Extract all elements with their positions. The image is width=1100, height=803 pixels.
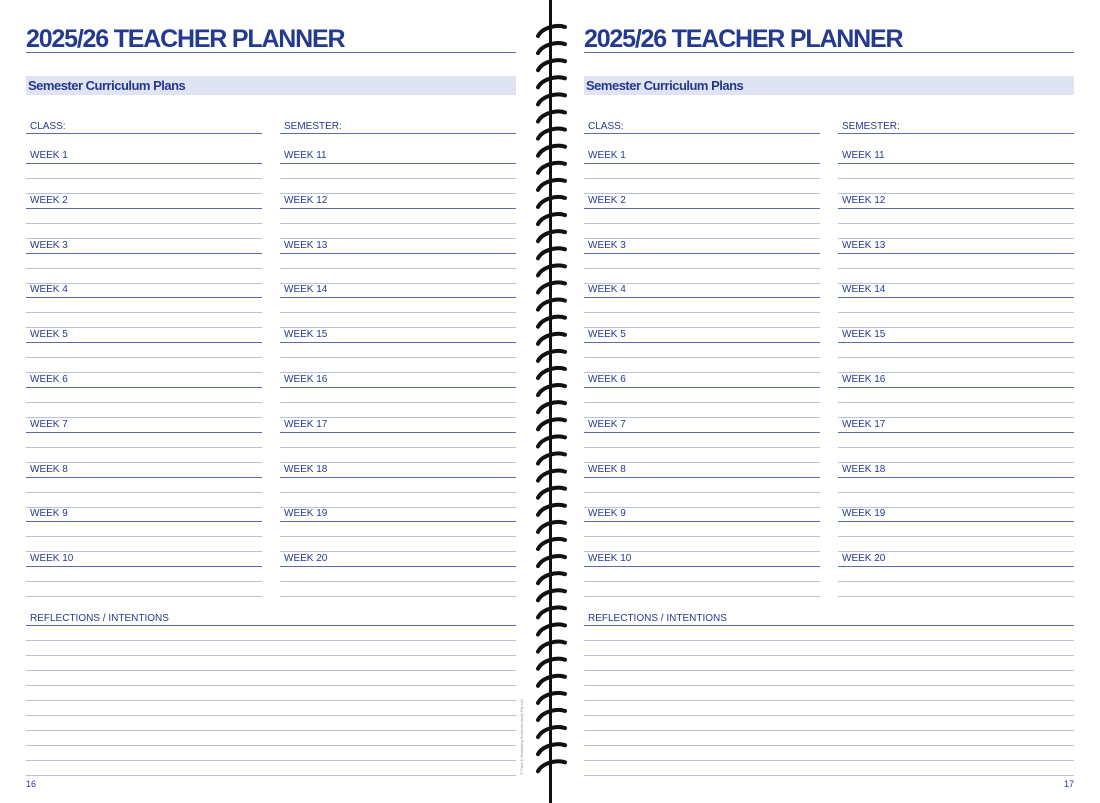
spiral-coil [538, 197, 565, 207]
ruled-line [584, 536, 820, 537]
week-label: WEEK 6 [30, 374, 68, 385]
spiral-coil [538, 248, 565, 258]
section-band [26, 76, 516, 95]
spiral-coil [538, 436, 565, 446]
week-label: WEEK 9 [588, 508, 626, 520]
ruled-line [280, 492, 516, 493]
semester-label: SEMESTER: [842, 121, 900, 132]
spiral-coil [538, 300, 565, 310]
ruled-line [838, 178, 1074, 179]
spiral-coil [538, 334, 565, 344]
ruled-line [584, 655, 1074, 656]
ruled-line [584, 312, 820, 313]
ruled-line [26, 760, 516, 761]
page-number: 17 [1063, 779, 1074, 789]
spiral-coil [538, 283, 565, 293]
reflections-label: REFLECTIONS / INTENTIONS [588, 613, 727, 624]
ruled-line [838, 268, 1074, 269]
ruled-line [26, 685, 516, 686]
ruled-line [838, 581, 1074, 582]
ruled-line [584, 760, 1074, 761]
ruled-line [280, 536, 516, 537]
week-label: WEEK 16 [842, 374, 886, 385]
ruled-line [584, 715, 1074, 716]
week-label: WEEK 9 [30, 508, 68, 520]
ruled-line [26, 596, 262, 597]
week-label: WEEK 7 [30, 418, 68, 430]
ruled-line [280, 342, 516, 343]
week-label: WEEK 15 [842, 329, 886, 341]
section-title: Semester Curriculum Plans [586, 78, 744, 93]
ruled-line [838, 297, 1074, 298]
ruled-line [280, 223, 516, 224]
ruled-line [584, 745, 1074, 746]
ruled-line [26, 625, 516, 626]
spiral-binding [532, 0, 572, 803]
ruled-line [26, 775, 516, 776]
ruled-line [280, 268, 516, 269]
right-page [584, 0, 1074, 803]
spiral-coil [538, 43, 565, 53]
week-label: WEEK 7 [588, 418, 626, 430]
spiral-coil [538, 351, 565, 361]
ruled-line [584, 342, 820, 343]
spiral-coil [538, 505, 565, 515]
ruled-line [584, 730, 1074, 731]
week-label: WEEK 12 [284, 194, 328, 206]
ruled-line [26, 133, 262, 134]
ruled-line [584, 566, 820, 567]
ruled-line [26, 253, 262, 254]
spiral-coil [538, 385, 565, 395]
ruled-line [280, 432, 516, 433]
spiral-coil [538, 642, 565, 652]
ruled-line [26, 297, 262, 298]
ruled-line [584, 492, 820, 493]
ruled-line [838, 387, 1074, 388]
spiral-coil [538, 94, 565, 104]
week-label: WEEK 13 [284, 239, 328, 251]
spiral-coil [538, 607, 565, 617]
ruled-line [26, 655, 516, 656]
reflections-label: REFLECTIONS / INTENTIONS [30, 613, 169, 624]
week-label: WEEK 19 [284, 508, 328, 520]
ruled-line [280, 178, 516, 179]
class-label: CLASS: [588, 121, 624, 132]
ruled-line [280, 357, 516, 358]
ruled-line [838, 447, 1074, 448]
week-label: WEEK 17 [842, 418, 886, 430]
ruled-line [280, 133, 516, 134]
spiral-coil [538, 659, 565, 669]
week-label: WEEK 2 [30, 194, 68, 206]
week-label: WEEK 14 [842, 284, 886, 296]
week-label: WEEK 5 [30, 329, 68, 341]
spiral-coil [538, 522, 565, 532]
ruled-line [584, 700, 1074, 701]
ruled-line [280, 297, 516, 298]
ruled-line [584, 625, 1074, 626]
ruled-line [584, 223, 820, 224]
ruled-line [280, 447, 516, 448]
ruled-line [280, 253, 516, 254]
week-label: WEEK 16 [284, 374, 328, 385]
ruled-line [26, 581, 262, 582]
ruled-line [26, 492, 262, 493]
ruled-line [838, 133, 1074, 134]
ruled-line [584, 447, 820, 448]
week-label: WEEK 8 [588, 463, 626, 475]
spiral-coil [538, 488, 565, 498]
week-label: WEEK 17 [284, 418, 328, 430]
week-label: WEEK 11 [284, 150, 327, 161]
week-label: WEEK 10 [588, 553, 632, 565]
ruled-line [584, 268, 820, 269]
ruled-line [584, 477, 820, 478]
ruled-line [838, 163, 1074, 164]
week-label: WEEK 8 [30, 463, 68, 475]
ruled-line [584, 208, 820, 209]
ruled-line [584, 581, 820, 582]
week-label: WEEK 3 [588, 239, 626, 251]
ruled-line [584, 670, 1074, 671]
spiral-coil [538, 693, 565, 703]
ruled-line [838, 536, 1074, 537]
ruled-line [838, 492, 1074, 493]
ruled-line [584, 402, 820, 403]
ruled-line [838, 432, 1074, 433]
ruled-line [584, 133, 820, 134]
ruled-line [280, 163, 516, 164]
ruled-line [584, 253, 820, 254]
ruled-line [584, 163, 820, 164]
spiral-coil [538, 676, 565, 686]
ruled-line [26, 178, 262, 179]
ruled-line [838, 521, 1074, 522]
left-page [26, 0, 516, 803]
ruled-line [838, 312, 1074, 313]
ruled-line [280, 387, 516, 388]
spiral-coil [538, 625, 565, 635]
week-label: WEEK 10 [30, 553, 74, 565]
week-label: WEEK 4 [588, 284, 626, 296]
ruled-line [280, 596, 516, 597]
page-title: 2025/26 TEACHER PLANNER [26, 24, 516, 53]
ruled-line [584, 178, 820, 179]
ruled-line [584, 685, 1074, 686]
spiral-coil [538, 744, 565, 754]
ruled-line [26, 402, 262, 403]
ruled-line [26, 670, 516, 671]
week-label: WEEK 11 [842, 150, 885, 161]
week-label: WEEK 18 [284, 463, 328, 475]
spiral-coil [538, 317, 565, 327]
ruled-line [26, 477, 262, 478]
ruled-line [838, 342, 1074, 343]
page-number: 16 [26, 779, 37, 789]
ruled-line [584, 357, 820, 358]
ruled-line [26, 566, 262, 567]
ruled-line [838, 223, 1074, 224]
ruled-line [280, 477, 516, 478]
spiral-coil [538, 60, 565, 70]
ruled-line [584, 775, 1074, 776]
week-label: WEEK 14 [284, 284, 328, 296]
spiral-coil [538, 112, 565, 122]
page-title: 2025/26 TEACHER PLANNER [584, 24, 1074, 53]
ruled-line [838, 566, 1074, 567]
ruled-line [838, 253, 1074, 254]
week-label: WEEK 4 [30, 284, 68, 296]
ruled-line [280, 402, 516, 403]
section-band [584, 76, 1074, 95]
spiral-coil [538, 710, 565, 720]
spiral-coil [538, 471, 565, 481]
week-label: WEEK 20 [842, 553, 886, 565]
ruled-line [838, 357, 1074, 358]
week-label: WEEK 20 [284, 553, 328, 565]
spiral-coil [538, 231, 565, 241]
ruled-line [280, 312, 516, 313]
ruled-line [26, 163, 262, 164]
spiral-coil [538, 26, 565, 36]
spiral-coil [538, 214, 565, 224]
spiral-coil [538, 129, 565, 139]
spiral-coil [538, 727, 565, 737]
week-label: WEEK 12 [842, 194, 886, 206]
ruled-line [584, 596, 820, 597]
ruled-line [26, 640, 516, 641]
ruled-line [26, 223, 262, 224]
section-title: Semester Curriculum Plans [28, 78, 186, 93]
week-label: WEEK 3 [30, 239, 68, 251]
ruled-line [26, 715, 516, 716]
week-label: WEEK 19 [842, 508, 886, 520]
ruled-line [584, 640, 1074, 641]
ruled-line [26, 208, 262, 209]
ruled-line [26, 312, 262, 313]
week-label: WEEK 2 [588, 194, 626, 206]
ruled-line [26, 730, 516, 731]
spiral-coil [538, 454, 565, 464]
spiral-coil [538, 180, 565, 190]
spiral-coil [538, 761, 565, 771]
spiral-coil [538, 556, 565, 566]
ruled-line [26, 387, 262, 388]
week-label: WEEK 13 [842, 239, 886, 251]
ruled-line [584, 387, 820, 388]
week-label: WEEK 1 [588, 150, 626, 161]
week-label: WEEK 1 [30, 150, 68, 161]
ruled-line [26, 432, 262, 433]
ruled-line [584, 432, 820, 433]
ruled-line [838, 596, 1074, 597]
spiral-coil [538, 402, 565, 412]
semester-label: SEMESTER: [284, 121, 342, 132]
ruled-line [26, 342, 262, 343]
ruled-line [26, 447, 262, 448]
spiral-coil [538, 539, 565, 549]
ruled-line [838, 402, 1074, 403]
ruled-line [26, 536, 262, 537]
ruled-line [26, 700, 516, 701]
class-label: CLASS: [30, 121, 66, 132]
copyright-notice: © Print & Marketing Services (Aus) Pty Ltd [519, 699, 524, 775]
ruled-line [838, 208, 1074, 209]
ruled-line [26, 521, 262, 522]
spiral-coil [538, 163, 565, 173]
spiral-coil [538, 265, 565, 275]
spiral-coil [538, 573, 565, 583]
week-label: WEEK 6 [588, 374, 626, 385]
week-label: WEEK 15 [284, 329, 328, 341]
ruled-line [26, 357, 262, 358]
spiral-coil [538, 368, 565, 378]
ruled-line [26, 268, 262, 269]
ruled-line [280, 566, 516, 567]
ruled-line [584, 297, 820, 298]
spiral-coil [538, 146, 565, 156]
spiral-coil [538, 590, 565, 600]
ruled-line [26, 745, 516, 746]
ruled-line [280, 208, 516, 209]
ruled-line [838, 477, 1074, 478]
week-label: WEEK 18 [842, 463, 886, 475]
ruled-line [584, 521, 820, 522]
spiral-coil [538, 419, 565, 429]
spiral-coil [538, 77, 565, 87]
week-label: WEEK 5 [588, 329, 626, 341]
ruled-line [280, 581, 516, 582]
ruled-line [280, 521, 516, 522]
